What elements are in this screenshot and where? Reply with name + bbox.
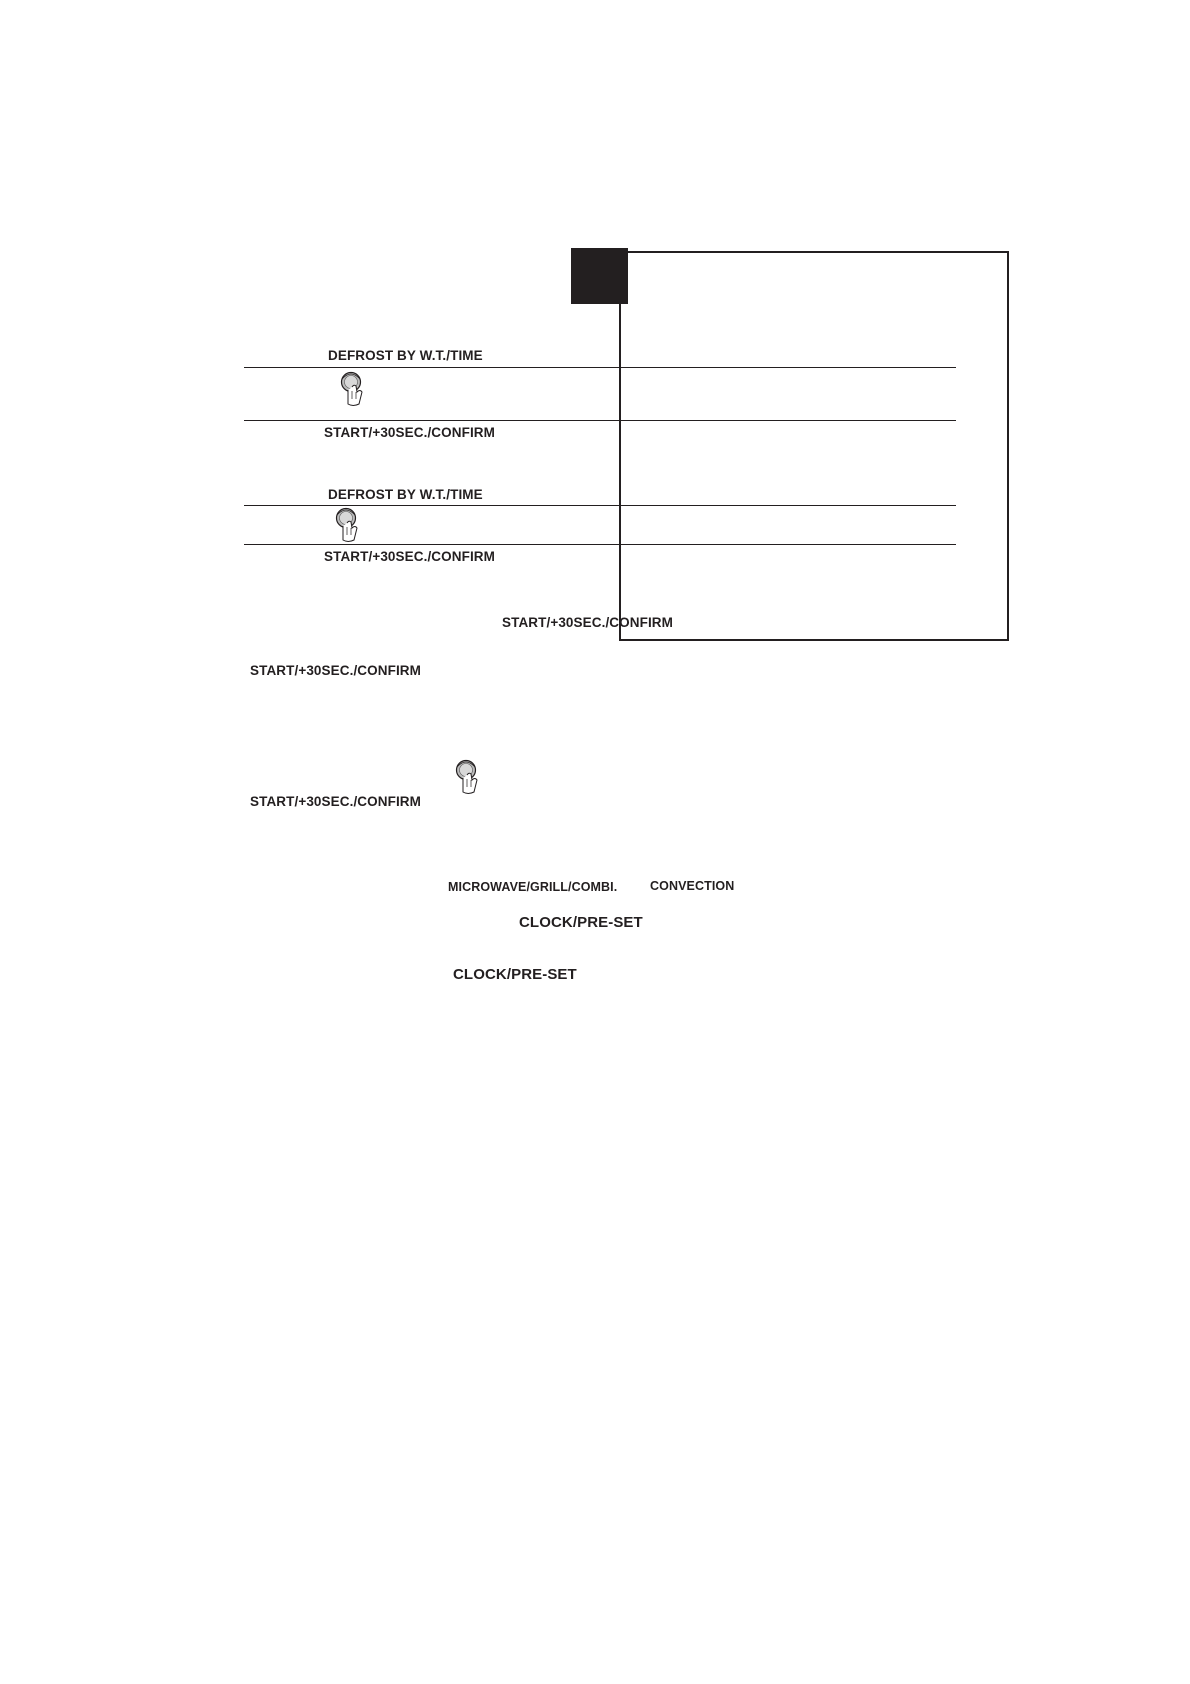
table-divider bbox=[244, 367, 956, 368]
convection-label: CONVECTION bbox=[650, 879, 735, 893]
microwave-grill-combi-label: MICROWAVE/GRILL/COMBI. bbox=[448, 880, 618, 894]
clock-preset-label: CLOCK/PRE-SET bbox=[453, 966, 577, 983]
start-confirm-button-label: START/+30SEC./CONFIRM bbox=[324, 425, 495, 440]
table-divider bbox=[244, 420, 956, 421]
start-confirm-inline-label: START/+30SEC./CONFIRM bbox=[250, 794, 421, 809]
table-divider bbox=[244, 544, 956, 545]
defrost-button-label: DEFROST BY W.T./TIME bbox=[328, 487, 483, 502]
start-confirm-inline-label: START/+30SEC./CONFIRM bbox=[502, 615, 673, 630]
start-confirm-inline-label: START/+30SEC./CONFIRM bbox=[250, 663, 421, 678]
control-knob-icon bbox=[454, 758, 484, 796]
clock-preset-label: CLOCK/PRE-SET bbox=[519, 914, 643, 931]
start-confirm-button-label: START/+30SEC./CONFIRM bbox=[324, 549, 495, 564]
control-knob-icon bbox=[339, 370, 369, 408]
content-frame bbox=[619, 251, 1009, 641]
defrost-button-label: DEFROST BY W.T./TIME bbox=[328, 348, 483, 363]
control-knob-icon bbox=[334, 506, 364, 544]
